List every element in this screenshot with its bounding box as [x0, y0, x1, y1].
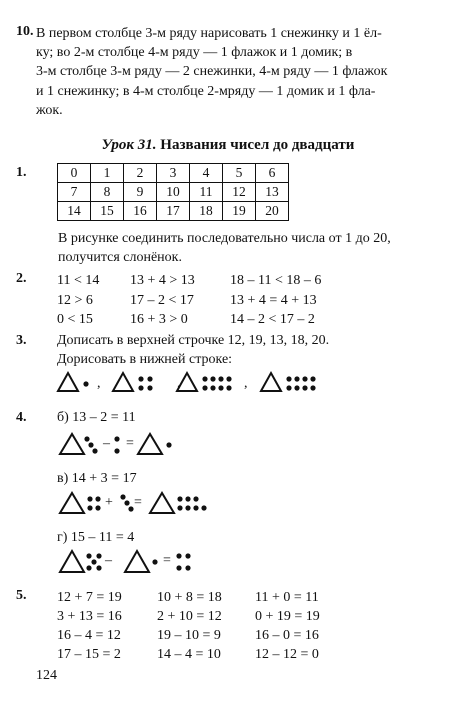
- task-4b-picture: [58, 430, 178, 463]
- table-row: [58, 164, 289, 183]
- task-10-text: [36, 24, 436, 120]
- dot-icon: [177, 496, 182, 501]
- triangle-icon: [138, 434, 162, 454]
- comparison: 17 – 2 < 17: [130, 292, 194, 308]
- dot-icon: [87, 496, 92, 501]
- table-cell: 20: [256, 202, 289, 221]
- dot-icon: [185, 505, 190, 510]
- triangle-icon: [58, 373, 78, 391]
- table-cell: 19: [223, 202, 256, 221]
- separator: ,: [244, 376, 248, 391]
- dot-icon: [218, 385, 223, 390]
- table-cell: 15: [91, 202, 124, 221]
- table-cell: 14: [58, 202, 91, 221]
- equation: 0 + 19 = 19: [255, 609, 320, 624]
- dot-icon: [147, 376, 152, 381]
- dot-icon: [210, 385, 215, 390]
- dot-icon: [95, 505, 100, 510]
- table-cell: 7: [58, 183, 91, 202]
- separator: ,: [177, 376, 181, 391]
- dot-icon: [166, 442, 171, 447]
- dot-icon: [176, 565, 181, 570]
- comparison-row: [57, 291, 321, 311]
- task-4v-equation: в) 14 + 3 = 17: [57, 471, 137, 486]
- table-cell: 5: [223, 164, 256, 183]
- table-cell: 17: [157, 202, 190, 221]
- dot-icon: [138, 385, 143, 390]
- dot-icon: [226, 376, 231, 381]
- table-cell: 13: [256, 183, 289, 202]
- dot-icon: [96, 565, 101, 570]
- table-cell: 3: [157, 164, 190, 183]
- equation: 11 + 0 = 11: [255, 590, 319, 605]
- task-4b-equation: б) 13 – 2 = 11: [57, 410, 136, 425]
- task-10-line: В первом столбце 3-м ряду нарисовать 1 снежинку и 1 ёл-: [36, 26, 382, 41]
- triangle-icon: [60, 493, 84, 513]
- equation: 10 + 8 = 18: [157, 590, 222, 605]
- task-5-equations: [57, 588, 320, 664]
- table-cell: 9: [124, 183, 157, 202]
- dot-icon: [152, 559, 157, 564]
- comparison: 13 + 4 > 13: [130, 273, 195, 288]
- task-2-number: 2.: [16, 271, 27, 286]
- equation: 16 – 0 = 16: [255, 628, 319, 643]
- minus-sign: –: [105, 553, 112, 568]
- dot-icon: [128, 506, 133, 511]
- dot-icon: [210, 376, 215, 381]
- task-4g-picture: [58, 546, 208, 581]
- equals-sign: =: [163, 553, 171, 568]
- lesson-name: Названия чисел до двадцати: [160, 137, 355, 153]
- dot-icon: [92, 448, 97, 453]
- dot-icon: [294, 376, 299, 381]
- dot-icon: [310, 385, 315, 390]
- equation: 16 – 4 = 12: [57, 628, 121, 643]
- comparison-row: [57, 310, 321, 330]
- task-1-line: получится слонёнок.: [58, 250, 182, 265]
- task-1-line: В рисунке соединить последовательно числа от 1 до 20,: [58, 231, 391, 246]
- lesson-title: [0, 137, 456, 154]
- equals-sign: =: [126, 436, 134, 451]
- dot-icon: [91, 559, 96, 564]
- task-10-number: 10.: [16, 24, 34, 39]
- dot-icon: [147, 385, 152, 390]
- table-cell: 0: [58, 164, 91, 183]
- page-number: 124: [36, 668, 57, 683]
- dot-icon: [294, 385, 299, 390]
- dot-icon: [185, 565, 190, 570]
- task-1-text: [58, 229, 391, 267]
- dot-icon: [302, 385, 307, 390]
- table-cell: 10: [157, 183, 190, 202]
- table-cell: 1: [91, 164, 124, 183]
- comparison: 14 – 2 < 17 – 2: [230, 312, 315, 327]
- task-4g-equation: г) 15 – 11 = 4: [57, 530, 135, 545]
- dot-icon: [176, 553, 181, 558]
- dot-icon: [177, 505, 182, 510]
- dot-icon: [124, 500, 129, 505]
- triangle-icon: [60, 434, 84, 454]
- dot-icon: [88, 442, 93, 447]
- dot-icon: [83, 381, 88, 386]
- dot-icon: [138, 376, 143, 381]
- dot-icon: [201, 505, 206, 510]
- table-row: [58, 202, 289, 221]
- task-10-line: 3-м столбце 3-м ряду — 2 снежинки, 4-м ряду — 1 флажок: [36, 64, 388, 80]
- comparison: 18 – 11 < 18 – 6: [230, 273, 322, 288]
- table-cell: 6: [256, 164, 289, 183]
- equation-row: [57, 645, 320, 664]
- equation: 12 + 7 = 19: [57, 590, 122, 605]
- dot-icon: [86, 565, 91, 570]
- equation-row: [57, 588, 320, 607]
- task-10-line: ку; во 2-м столбце 4-м ряду — 1 флажок и 1 домик; в: [36, 45, 353, 61]
- dot-icon: [114, 448, 119, 453]
- dot-icon: [84, 436, 89, 441]
- dot-icon: [95, 496, 100, 501]
- dot-icon: [185, 496, 190, 501]
- dot-icon: [226, 385, 231, 390]
- table-cell: 12: [223, 183, 256, 202]
- dot-icon: [218, 376, 223, 381]
- triangle-icon: [261, 373, 281, 391]
- equation: 12 – 12 = 0: [255, 647, 319, 662]
- triangle-icon: [150, 493, 174, 513]
- dot-icon: [286, 376, 291, 381]
- task-10-line: жок.: [36, 102, 63, 118]
- dot-icon: [96, 553, 101, 558]
- separator: ,: [97, 376, 101, 391]
- dot-icon: [202, 385, 207, 390]
- equation: 14 – 4 = 10: [157, 647, 221, 662]
- dot-icon: [286, 385, 291, 390]
- triangle-icon: [113, 373, 133, 391]
- task-3-line2: Дорисовать в нижней строке:: [57, 352, 233, 367]
- equation: 3 + 13 = 16: [57, 609, 122, 624]
- dot-icon: [120, 494, 125, 499]
- task-1-number: 1.: [16, 165, 27, 180]
- comparison: 11 < 14: [57, 273, 100, 288]
- dot-icon: [302, 376, 307, 381]
- number-table: [57, 163, 289, 221]
- equation: 19 – 10 = 9: [157, 628, 221, 643]
- equation: 2 + 10 = 12: [157, 609, 222, 624]
- table-cell: 2: [124, 164, 157, 183]
- table-cell: 16: [124, 202, 157, 221]
- comparison: 0 < 15: [57, 312, 93, 327]
- comparison: 13 + 4 = 4 + 13: [230, 292, 317, 308]
- table-row: [58, 183, 289, 202]
- equals-sign: =: [134, 495, 142, 510]
- table-cell: 8: [91, 183, 124, 202]
- dot-icon: [193, 496, 198, 501]
- triangle-dots-pattern: [58, 430, 178, 458]
- task-3-number: 3.: [16, 333, 27, 348]
- task-3-line1: Дописать в верхней строчке 12, 19, 13, 18, 20.: [57, 333, 330, 348]
- dot-icon: [193, 505, 198, 510]
- dot-icon: [310, 376, 315, 381]
- table-cell: 4: [190, 164, 223, 183]
- lesson-prefix: Урок 31.: [101, 137, 157, 153]
- comparison: 12 > 6: [57, 292, 93, 308]
- dot-icon: [185, 553, 190, 558]
- task-10-line: и 1 снежинку; в 4-м столбце 2-мряду — 1 домик и 1 фла-: [36, 83, 376, 99]
- dot-icon: [87, 505, 92, 510]
- task-5-number: 5.: [16, 588, 27, 603]
- table-cell: 11: [190, 183, 223, 202]
- triangle-dots-pattern: [58, 546, 208, 576]
- table-cell: 18: [190, 202, 223, 221]
- plus-sign: +: [105, 495, 113, 510]
- triangle-icon: [125, 551, 149, 572]
- comparison: 16 + 3 > 0: [130, 312, 188, 327]
- comparison-row: [57, 271, 321, 291]
- equation-row: [57, 607, 320, 626]
- equation-row: [57, 626, 320, 645]
- triangle-icon: [60, 551, 84, 572]
- minus-sign: –: [103, 436, 110, 451]
- equation: 17 – 15 = 2: [57, 647, 121, 662]
- task-2-comparisons: [57, 271, 321, 330]
- task-4-number: 4.: [16, 410, 27, 425]
- dot-icon: [202, 376, 207, 381]
- dot-icon: [86, 553, 91, 558]
- dot-icon: [114, 436, 119, 441]
